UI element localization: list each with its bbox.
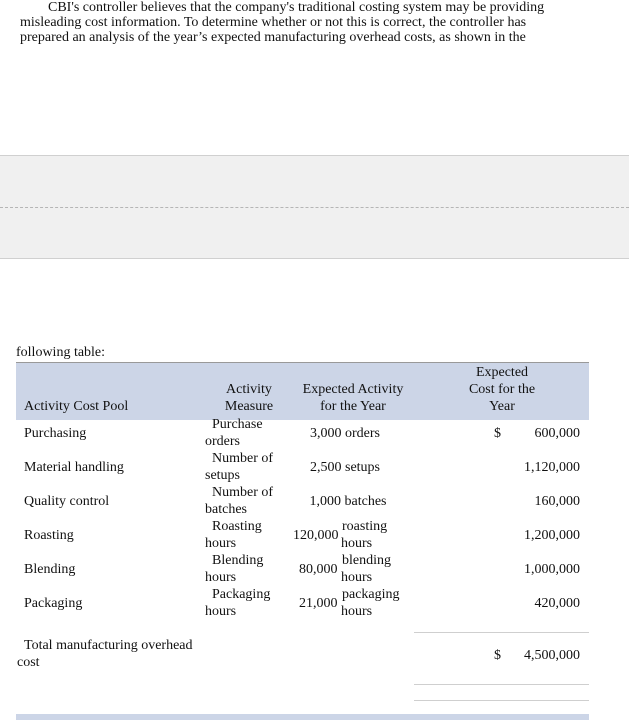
row-measure-2: hours <box>205 570 237 585</box>
row-expected-unit-2: hours <box>341 570 373 585</box>
row-expected-cost: 1,000,000 <box>524 562 580 577</box>
row-pool: Quality control <box>24 494 110 509</box>
row-measure-1: Purchase <box>212 417 263 432</box>
row-dollar-sign: $ <box>494 426 501 441</box>
row-expected-cost: 1,120,000 <box>524 460 580 475</box>
row-measure-1: Roasting <box>212 519 262 534</box>
row-measure-1: Number of <box>212 485 274 500</box>
row-measure-1: Number of <box>212 451 274 466</box>
header-expected-activity-2: for the Year <box>320 399 386 414</box>
total-dollar-sign: $ <box>494 648 501 663</box>
row-expected-cost: 420,000 <box>534 596 580 611</box>
row-expected-unit-1: roasting <box>342 519 388 534</box>
row-measure-1: Blending <box>212 553 264 568</box>
header-expected-cost-2: Cost for the <box>468 382 536 397</box>
table-footer-bar <box>16 714 589 720</box>
row-expected-quantity: 120,000 <box>293 528 339 543</box>
subtotal-rule <box>414 632 589 633</box>
row-pool: Roasting <box>24 528 74 543</box>
row-measure-2: orders <box>205 434 240 449</box>
header-expected-activity-1: Expected Activity <box>302 382 404 397</box>
intro-line-3: prepared an analysis of the year’s expected manufacturing overhead costs, as shown in the <box>20 30 526 45</box>
total-label-2: cost <box>17 655 40 670</box>
header-activity-measure-1: Activity <box>226 382 272 397</box>
row-expected-unit-2: hours <box>341 536 373 551</box>
row-expected-activity: 1,000 batches <box>309 494 387 509</box>
total-double-rule-1 <box>414 684 589 685</box>
header-expected-cost-1: Expected <box>475 365 529 380</box>
total-expected-cost: 4,500,000 <box>524 648 580 663</box>
row-expected-unit-2: hours <box>341 604 373 619</box>
row-expected-quantity: 80,000 <box>299 562 338 577</box>
page-break-band-bottom <box>0 208 629 259</box>
table-header-top-line <box>16 362 589 363</box>
row-pool: Blending <box>24 562 76 577</box>
row-measure-2: setups <box>205 468 240 483</box>
row-expected-unit-1: blending <box>342 553 391 568</box>
row-expected-cost: 600,000 <box>534 426 580 441</box>
total-label-1: Total manufacturing overhead <box>24 638 193 653</box>
row-expected-activity: 2,500 setups <box>310 460 380 475</box>
header-expected-cost-3: Year <box>489 399 515 414</box>
total-double-rule-2 <box>414 700 589 701</box>
row-measure-2: hours <box>205 604 237 619</box>
page-break-band-top <box>0 155 629 208</box>
header-activity-cost-pool: Activity Cost Pool <box>24 399 129 414</box>
row-expected-quantity: 21,000 <box>299 596 338 611</box>
row-pool: Material handling <box>24 460 124 475</box>
row-measure-1: Packaging <box>212 587 271 602</box>
intro-line-2: misleading cost information. To determine whether or not this is correct, the controller has <box>20 15 527 30</box>
header-activity-measure-2: Measure <box>224 399 274 414</box>
row-expected-cost: 160,000 <box>534 494 580 509</box>
row-expected-unit-1: packaging <box>342 587 400 602</box>
row-pool: Packaging <box>24 596 83 611</box>
row-pool: Purchasing <box>24 426 87 441</box>
row-measure-2: hours <box>205 536 237 551</box>
intro-line-1: CBI's controller believes that the company's traditional costing system may be providing <box>48 0 545 15</box>
row-expected-activity: 3,000 orders <box>310 426 380 441</box>
row-measure-2: batches <box>205 502 247 517</box>
row-expected-cost: 1,200,000 <box>524 528 580 543</box>
following-table-label: following table: <box>16 345 106 360</box>
intro-paragraph <box>20 0 600 45</box>
